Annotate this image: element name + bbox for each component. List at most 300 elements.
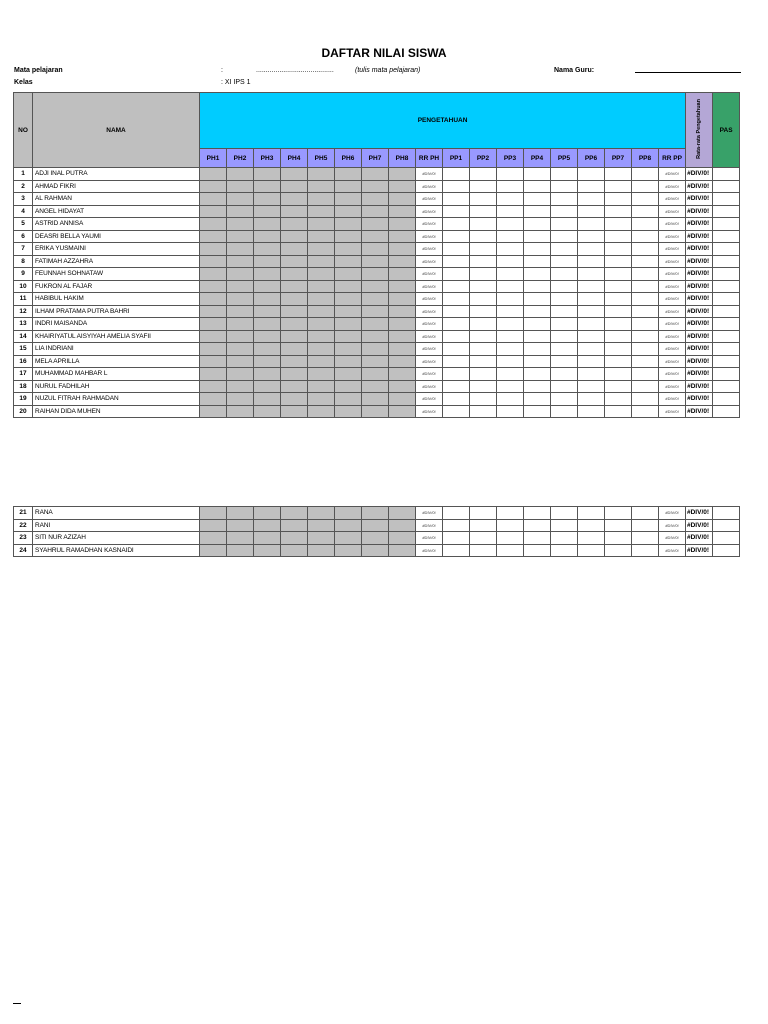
pp-score-cell[interactable] [578,268,605,281]
pp-score-cell[interactable] [524,218,551,231]
pp-score-cell[interactable] [632,343,659,356]
pp-score-cell[interactable] [605,380,632,393]
ph-score-cell[interactable] [308,507,335,520]
pas-score-cell[interactable] [713,268,740,281]
pp-score-cell[interactable] [632,193,659,206]
ph-score-cell[interactable] [308,268,335,281]
ph-score-cell[interactable] [200,405,227,418]
pp-score-cell[interactable] [578,168,605,181]
ph-score-cell[interactable] [227,268,254,281]
pp-score-cell[interactable] [470,393,497,406]
pp-score-cell[interactable] [578,218,605,231]
pp-score-cell[interactable] [443,205,470,218]
ph-score-cell[interactable] [281,368,308,381]
pp-score-cell[interactable] [632,380,659,393]
ph-score-cell[interactable] [254,293,281,306]
ph-score-cell[interactable] [362,393,389,406]
pas-score-cell[interactable] [713,318,740,331]
ph-score-cell[interactable] [389,305,416,318]
pp-score-cell[interactable] [551,343,578,356]
ph-score-cell[interactable] [362,355,389,368]
ph-score-cell[interactable] [335,318,362,331]
pp-score-cell[interactable] [551,507,578,520]
ph-score-cell[interactable] [389,544,416,557]
ph-score-cell[interactable] [254,318,281,331]
ph-score-cell[interactable] [281,168,308,181]
ph-score-cell[interactable] [281,355,308,368]
pp-score-cell[interactable] [524,380,551,393]
ph-score-cell[interactable] [308,205,335,218]
ph-score-cell[interactable] [254,205,281,218]
pp-score-cell[interactable] [605,368,632,381]
pp-score-cell[interactable] [470,280,497,293]
pp-score-cell[interactable] [605,343,632,356]
ph-score-cell[interactable] [227,280,254,293]
ph-score-cell[interactable] [362,318,389,331]
ph-score-cell[interactable] [254,507,281,520]
ph-score-cell[interactable] [362,330,389,343]
pp-score-cell[interactable] [632,230,659,243]
ph-score-cell[interactable] [362,343,389,356]
pp-score-cell[interactable] [470,168,497,181]
pp-score-cell[interactable] [632,519,659,532]
pp-score-cell[interactable] [578,318,605,331]
pp-score-cell[interactable] [524,544,551,557]
ph-score-cell[interactable] [308,544,335,557]
ph-score-cell[interactable] [227,168,254,181]
pp-score-cell[interactable] [470,318,497,331]
ph-score-cell[interactable] [308,393,335,406]
ph-score-cell[interactable] [281,293,308,306]
ph-score-cell[interactable] [335,393,362,406]
ph-score-cell[interactable] [254,268,281,281]
ph-score-cell[interactable] [281,218,308,231]
pp-score-cell[interactable] [497,519,524,532]
pp-score-cell[interactable] [443,243,470,256]
pas-score-cell[interactable] [713,380,740,393]
ph-score-cell[interactable] [335,405,362,418]
pp-score-cell[interactable] [605,180,632,193]
ph-score-cell[interactable] [362,532,389,545]
pp-score-cell[interactable] [524,405,551,418]
pp-score-cell[interactable] [497,230,524,243]
pp-score-cell[interactable] [470,268,497,281]
ph-score-cell[interactable] [200,532,227,545]
ph-score-cell[interactable] [362,180,389,193]
pp-score-cell[interactable] [632,205,659,218]
ph-score-cell[interactable] [362,230,389,243]
pp-score-cell[interactable] [551,330,578,343]
ph-score-cell[interactable] [227,393,254,406]
pp-score-cell[interactable] [605,293,632,306]
pp-score-cell[interactable] [551,393,578,406]
pp-score-cell[interactable] [605,519,632,532]
pp-score-cell[interactable] [578,193,605,206]
ph-score-cell[interactable] [335,268,362,281]
pp-score-cell[interactable] [524,355,551,368]
pp-score-cell[interactable] [632,218,659,231]
pp-score-cell[interactable] [605,193,632,206]
ph-score-cell[interactable] [362,205,389,218]
ph-score-cell[interactable] [389,318,416,331]
ph-score-cell[interactable] [200,255,227,268]
ph-score-cell[interactable] [362,405,389,418]
ph-score-cell[interactable] [200,519,227,532]
pp-score-cell[interactable] [551,519,578,532]
ph-score-cell[interactable] [308,180,335,193]
ph-score-cell[interactable] [335,519,362,532]
pp-score-cell[interactable] [605,532,632,545]
pp-score-cell[interactable] [551,230,578,243]
pp-score-cell[interactable] [551,255,578,268]
pp-score-cell[interactable] [443,168,470,181]
pp-score-cell[interactable] [632,255,659,268]
pp-score-cell[interactable] [578,519,605,532]
ph-score-cell[interactable] [281,393,308,406]
ph-score-cell[interactable] [200,230,227,243]
pp-score-cell[interactable] [470,193,497,206]
pp-score-cell[interactable] [551,293,578,306]
pas-score-cell[interactable] [713,293,740,306]
ph-score-cell[interactable] [254,343,281,356]
pp-score-cell[interactable] [551,405,578,418]
pp-score-cell[interactable] [470,380,497,393]
pp-score-cell[interactable] [524,293,551,306]
ph-score-cell[interactable] [200,268,227,281]
ph-score-cell[interactable] [389,330,416,343]
pp-score-cell[interactable] [443,255,470,268]
pp-score-cell[interactable] [443,343,470,356]
pp-score-cell[interactable] [605,268,632,281]
pas-score-cell[interactable] [713,168,740,181]
pp-score-cell[interactable] [551,355,578,368]
ph-score-cell[interactable] [335,330,362,343]
pp-score-cell[interactable] [524,255,551,268]
pas-score-cell[interactable] [713,393,740,406]
pp-score-cell[interactable] [470,293,497,306]
ph-score-cell[interactable] [389,193,416,206]
pp-score-cell[interactable] [551,368,578,381]
ph-score-cell[interactable] [254,532,281,545]
pp-score-cell[interactable] [524,280,551,293]
mapel-dots[interactable]: ........................................ [256,67,334,74]
pas-score-cell[interactable] [713,519,740,532]
pp-score-cell[interactable] [524,180,551,193]
ph-score-cell[interactable] [389,405,416,418]
ph-score-cell[interactable] [281,318,308,331]
ph-score-cell[interactable] [335,380,362,393]
ph-score-cell[interactable] [335,218,362,231]
ph-score-cell[interactable] [227,507,254,520]
ph-score-cell[interactable] [362,243,389,256]
ph-score-cell[interactable] [254,405,281,418]
pp-score-cell[interactable] [470,507,497,520]
ph-score-cell[interactable] [308,343,335,356]
ph-score-cell[interactable] [389,243,416,256]
pp-score-cell[interactable] [524,519,551,532]
ph-score-cell[interactable] [200,330,227,343]
pp-score-cell[interactable] [551,205,578,218]
ph-score-cell[interactable] [335,180,362,193]
pp-score-cell[interactable] [605,305,632,318]
ph-score-cell[interactable] [200,168,227,181]
pp-score-cell[interactable] [632,318,659,331]
ph-score-cell[interactable] [281,519,308,532]
pp-score-cell[interactable] [443,368,470,381]
pp-score-cell[interactable] [524,193,551,206]
ph-score-cell[interactable] [308,168,335,181]
pp-score-cell[interactable] [578,180,605,193]
ph-score-cell[interactable] [200,507,227,520]
ph-score-cell[interactable] [308,255,335,268]
ph-score-cell[interactable] [254,243,281,256]
pas-score-cell[interactable] [713,230,740,243]
ph-score-cell[interactable] [389,355,416,368]
guru-input-line[interactable] [635,72,741,73]
ph-score-cell[interactable] [227,544,254,557]
pp-score-cell[interactable] [551,180,578,193]
ph-score-cell[interactable] [227,405,254,418]
pp-score-cell[interactable] [443,519,470,532]
ph-score-cell[interactable] [362,280,389,293]
ph-score-cell[interactable] [281,193,308,206]
ph-score-cell[interactable] [200,368,227,381]
ph-score-cell[interactable] [335,355,362,368]
ph-score-cell[interactable] [389,507,416,520]
pp-score-cell[interactable] [632,280,659,293]
pas-score-cell[interactable] [713,280,740,293]
pp-score-cell[interactable] [524,318,551,331]
ph-score-cell[interactable] [200,380,227,393]
pp-score-cell[interactable] [578,243,605,256]
pp-score-cell[interactable] [632,168,659,181]
pp-score-cell[interactable] [605,280,632,293]
pp-score-cell[interactable] [605,507,632,520]
pp-score-cell[interactable] [497,405,524,418]
ph-score-cell[interactable] [335,230,362,243]
pas-score-cell[interactable] [713,355,740,368]
pp-score-cell[interactable] [470,180,497,193]
ph-score-cell[interactable] [200,180,227,193]
pp-score-cell[interactable] [605,355,632,368]
ph-score-cell[interactable] [335,544,362,557]
ph-score-cell[interactable] [227,368,254,381]
pas-score-cell[interactable] [713,205,740,218]
pp-score-cell[interactable] [443,380,470,393]
pp-score-cell[interactable] [524,168,551,181]
pp-score-cell[interactable] [578,532,605,545]
pp-score-cell[interactable] [551,532,578,545]
pp-score-cell[interactable] [470,243,497,256]
pp-score-cell[interactable] [497,268,524,281]
ph-score-cell[interactable] [308,330,335,343]
pas-score-cell[interactable] [713,193,740,206]
ph-score-cell[interactable] [254,230,281,243]
pp-score-cell[interactable] [578,405,605,418]
pp-score-cell[interactable] [497,180,524,193]
ph-score-cell[interactable] [254,218,281,231]
pp-score-cell[interactable] [470,255,497,268]
pp-score-cell[interactable] [578,507,605,520]
pp-score-cell[interactable] [470,305,497,318]
pp-score-cell[interactable] [470,343,497,356]
pp-score-cell[interactable] [632,355,659,368]
ph-score-cell[interactable] [308,368,335,381]
pp-score-cell[interactable] [578,305,605,318]
ph-score-cell[interactable] [335,255,362,268]
pp-score-cell[interactable] [524,243,551,256]
ph-score-cell[interactable] [227,230,254,243]
pp-score-cell[interactable] [551,243,578,256]
ph-score-cell[interactable] [308,293,335,306]
pp-score-cell[interactable] [497,343,524,356]
ph-score-cell[interactable] [254,330,281,343]
ph-score-cell[interactable] [227,355,254,368]
ph-score-cell[interactable] [254,368,281,381]
ph-score-cell[interactable] [335,532,362,545]
pp-score-cell[interactable] [578,380,605,393]
ph-score-cell[interactable] [362,368,389,381]
ph-score-cell[interactable] [362,507,389,520]
pp-score-cell[interactable] [632,243,659,256]
pp-score-cell[interactable] [605,218,632,231]
ph-score-cell[interactable] [254,180,281,193]
pp-score-cell[interactable] [605,544,632,557]
ph-score-cell[interactable] [362,380,389,393]
pp-score-cell[interactable] [524,393,551,406]
ph-score-cell[interactable] [281,268,308,281]
pp-score-cell[interactable] [470,532,497,545]
ph-score-cell[interactable] [254,280,281,293]
ph-score-cell[interactable] [281,507,308,520]
pas-score-cell[interactable] [713,544,740,557]
ph-score-cell[interactable] [389,519,416,532]
ph-score-cell[interactable] [227,243,254,256]
pp-score-cell[interactable] [497,280,524,293]
ph-score-cell[interactable] [281,343,308,356]
ph-score-cell[interactable] [389,380,416,393]
ph-score-cell[interactable] [254,544,281,557]
pp-score-cell[interactable] [497,507,524,520]
pp-score-cell[interactable] [551,280,578,293]
pp-score-cell[interactable] [605,205,632,218]
pas-score-cell[interactable] [713,243,740,256]
pp-score-cell[interactable] [443,318,470,331]
ph-score-cell[interactable] [335,507,362,520]
pas-score-cell[interactable] [713,305,740,318]
ph-score-cell[interactable] [281,205,308,218]
ph-score-cell[interactable] [308,532,335,545]
pas-score-cell[interactable] [713,255,740,268]
ph-score-cell[interactable] [308,380,335,393]
ph-score-cell[interactable] [254,168,281,181]
ph-score-cell[interactable] [335,280,362,293]
ph-score-cell[interactable] [362,168,389,181]
ph-score-cell[interactable] [389,280,416,293]
pas-score-cell[interactable] [713,532,740,545]
ph-score-cell[interactable] [389,205,416,218]
ph-score-cell[interactable] [281,405,308,418]
pp-score-cell[interactable] [497,205,524,218]
pp-score-cell[interactable] [497,218,524,231]
pp-score-cell[interactable] [578,343,605,356]
pp-score-cell[interactable] [551,380,578,393]
pp-score-cell[interactable] [551,318,578,331]
ph-score-cell[interactable] [389,532,416,545]
pp-score-cell[interactable] [632,293,659,306]
pp-score-cell[interactable] [497,318,524,331]
pp-score-cell[interactable] [578,280,605,293]
pas-score-cell[interactable] [713,507,740,520]
pp-score-cell[interactable] [524,230,551,243]
ph-score-cell[interactable] [227,218,254,231]
pp-score-cell[interactable] [524,305,551,318]
pp-score-cell[interactable] [497,355,524,368]
ph-score-cell[interactable] [335,193,362,206]
pp-score-cell[interactable] [524,205,551,218]
pas-score-cell[interactable] [713,368,740,381]
pas-score-cell[interactable] [713,343,740,356]
pp-score-cell[interactable] [470,544,497,557]
ph-score-cell[interactable] [281,243,308,256]
ph-score-cell[interactable] [389,230,416,243]
ph-score-cell[interactable] [281,230,308,243]
pp-score-cell[interactable] [497,168,524,181]
pp-score-cell[interactable] [497,293,524,306]
pp-score-cell[interactable] [443,393,470,406]
ph-score-cell[interactable] [308,230,335,243]
ph-score-cell[interactable] [281,544,308,557]
ph-score-cell[interactable] [227,255,254,268]
pp-score-cell[interactable] [470,405,497,418]
pp-score-cell[interactable] [470,218,497,231]
ph-score-cell[interactable] [362,218,389,231]
ph-score-cell[interactable] [389,368,416,381]
ph-score-cell[interactable] [335,293,362,306]
ph-score-cell[interactable] [200,343,227,356]
pp-score-cell[interactable] [551,544,578,557]
ph-score-cell[interactable] [281,380,308,393]
pp-score-cell[interactable] [443,230,470,243]
pp-score-cell[interactable] [497,532,524,545]
ph-score-cell[interactable] [281,255,308,268]
pp-score-cell[interactable] [578,205,605,218]
pp-score-cell[interactable] [470,519,497,532]
ph-score-cell[interactable] [200,393,227,406]
ph-score-cell[interactable] [389,393,416,406]
ph-score-cell[interactable] [227,305,254,318]
ph-score-cell[interactable] [362,193,389,206]
ph-score-cell[interactable] [254,519,281,532]
pp-score-cell[interactable] [443,507,470,520]
ph-score-cell[interactable] [308,193,335,206]
ph-score-cell[interactable] [281,180,308,193]
pp-score-cell[interactable] [578,230,605,243]
ph-score-cell[interactable] [227,380,254,393]
pp-score-cell[interactable] [524,532,551,545]
pp-score-cell[interactable] [632,305,659,318]
pp-score-cell[interactable] [497,193,524,206]
pp-score-cell[interactable] [470,368,497,381]
ph-score-cell[interactable] [389,343,416,356]
ph-score-cell[interactable] [308,218,335,231]
ph-score-cell[interactable] [200,243,227,256]
ph-score-cell[interactable] [227,343,254,356]
pp-score-cell[interactable] [578,355,605,368]
pp-score-cell[interactable] [524,507,551,520]
pp-score-cell[interactable] [578,330,605,343]
pp-score-cell[interactable] [443,268,470,281]
